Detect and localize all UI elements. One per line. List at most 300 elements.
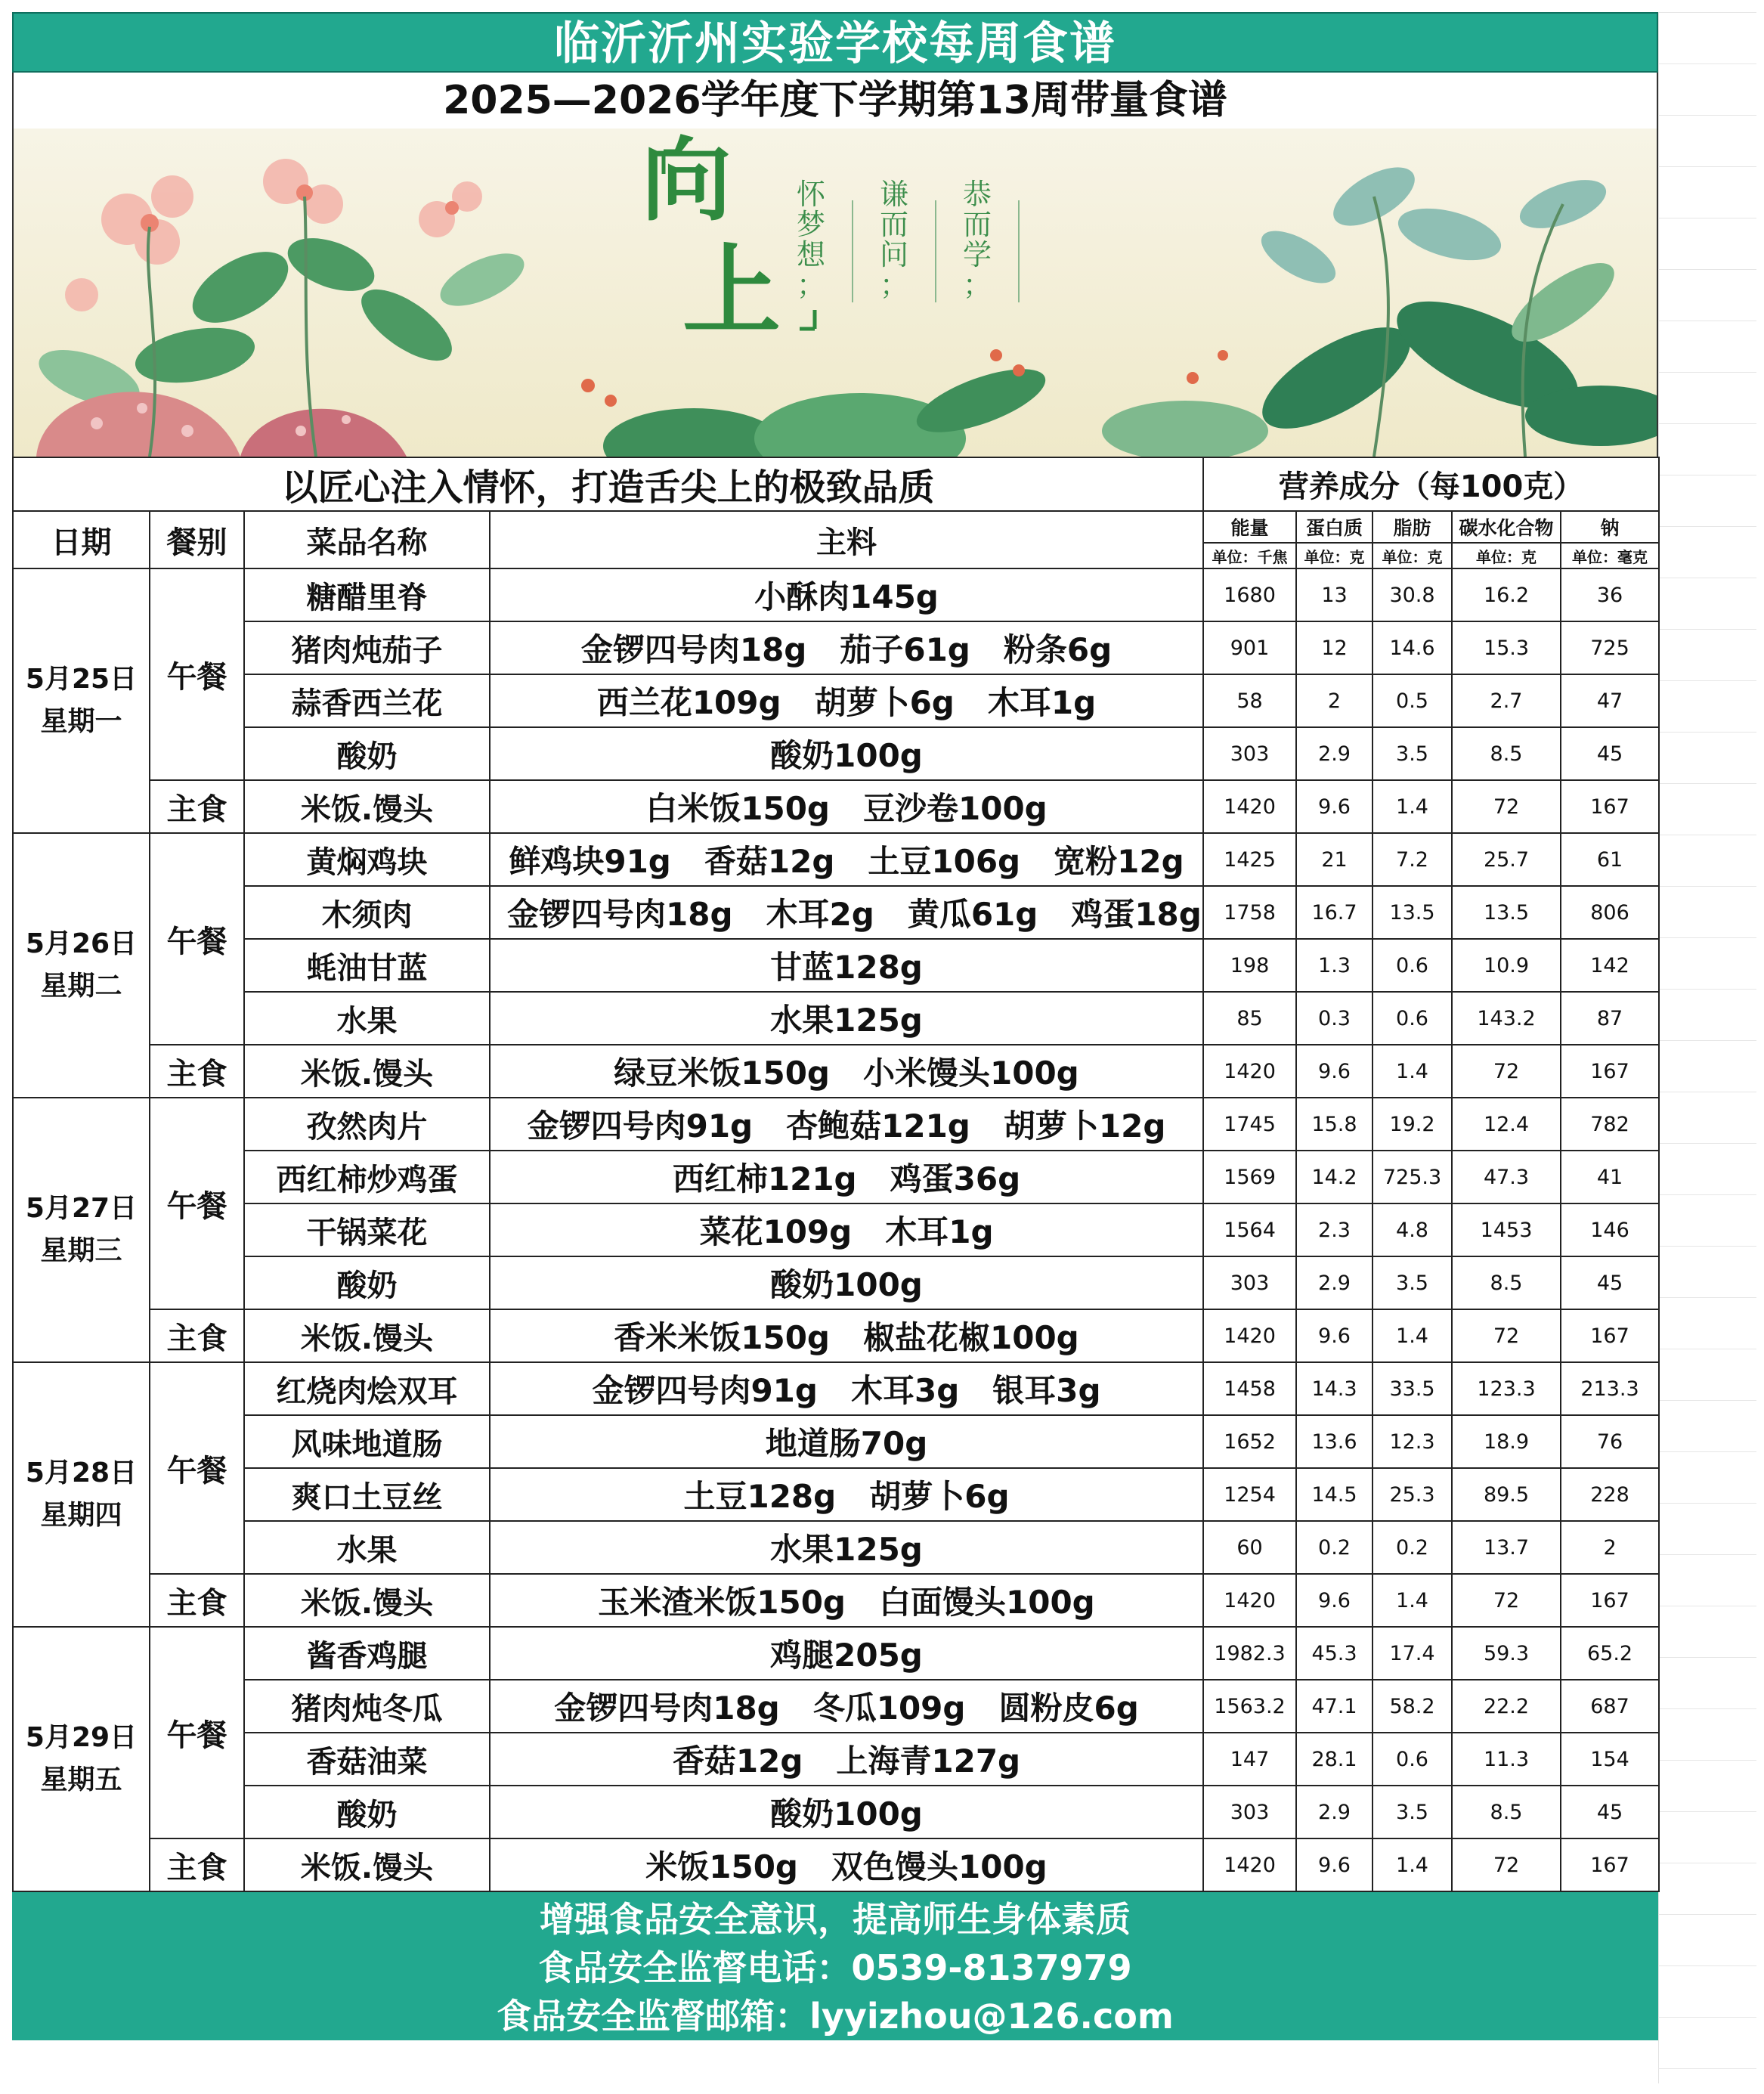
poem-char: 想 bbox=[796, 238, 826, 271]
energy-value: 1420 bbox=[1203, 1838, 1296, 1891]
meal-staple: 主食 bbox=[150, 1838, 244, 1891]
carbs-value: 13.7 bbox=[1452, 1521, 1561, 1574]
energy-value: 1420 bbox=[1203, 780, 1296, 833]
col-ingredients: 主料 bbox=[490, 511, 1203, 568]
spreadsheet-gridlines bbox=[1658, 12, 1756, 2083]
energy-value: 1680 bbox=[1203, 568, 1296, 621]
ingredient: 胡萝卜12g bbox=[1003, 1107, 1166, 1145]
table-row bbox=[13, 833, 1659, 886]
ingredient: 黄瓜61g bbox=[907, 896, 1038, 933]
carbs-value: 72 bbox=[1452, 1045, 1561, 1098]
ingredient: 粉条6g bbox=[1003, 631, 1113, 668]
ingredient: 木耳1g bbox=[885, 1213, 994, 1250]
ingredients-cell bbox=[490, 727, 1203, 780]
day-date-cell bbox=[13, 833, 150, 1098]
ingredient: 胡萝卜6g bbox=[869, 1478, 1010, 1515]
ingredients-cell bbox=[490, 1838, 1203, 1891]
ingredient: 椒盐花椒100g bbox=[863, 1319, 1079, 1356]
dish-name: 水果 bbox=[244, 992, 490, 1045]
poem-char: 谦 bbox=[879, 178, 909, 211]
sodium-value: 154 bbox=[1561, 1733, 1659, 1786]
meal-staple: 主食 bbox=[150, 780, 244, 833]
dish-name: 干锅菜花 bbox=[244, 1203, 490, 1256]
energy-value: 1569 bbox=[1203, 1151, 1296, 1203]
carbs-value: 1453 bbox=[1452, 1203, 1561, 1256]
protein-value: 9.6 bbox=[1296, 1309, 1373, 1362]
banner-illustration bbox=[12, 129, 1658, 457]
table-row bbox=[13, 568, 1659, 621]
fat-value: 14.6 bbox=[1373, 621, 1452, 674]
dish-name: 糖醋里脊 bbox=[244, 568, 490, 621]
carbs-value: 10.9 bbox=[1452, 939, 1561, 992]
ingredients-cell bbox=[490, 1680, 1203, 1733]
energy-value: 1458 bbox=[1203, 1362, 1296, 1415]
table-row bbox=[13, 1203, 1659, 1256]
protein-value: 2 bbox=[1296, 674, 1373, 727]
fat-value: 3.5 bbox=[1373, 1786, 1452, 1838]
carbs-value: 72 bbox=[1452, 1574, 1561, 1627]
ingredient: 酸奶100g bbox=[770, 1795, 923, 1832]
fat-value: 0.6 bbox=[1373, 939, 1452, 992]
ingredient: 上海青127g bbox=[836, 1742, 1021, 1780]
protein-value: 2.9 bbox=[1296, 727, 1373, 780]
fat-value: 13.5 bbox=[1373, 886, 1452, 939]
sodium-value: 36 bbox=[1561, 568, 1659, 621]
unit-fat: 单位：克 bbox=[1373, 543, 1452, 568]
ingredient: 杏鲍菇121g bbox=[786, 1107, 970, 1145]
day-weekday: 星期五 bbox=[40, 1764, 122, 1795]
table-row bbox=[13, 886, 1659, 939]
sodium-value: 61 bbox=[1561, 833, 1659, 886]
menu-table bbox=[12, 457, 1660, 1892]
banner-char-2: 上 bbox=[682, 234, 781, 348]
protein-value: 28.1 bbox=[1296, 1733, 1373, 1786]
day-weekday: 星期四 bbox=[40, 1500, 122, 1531]
ingredient: 西兰花109g bbox=[596, 684, 781, 721]
carbs-value: 72 bbox=[1452, 1838, 1561, 1891]
meal-lunch: 午餐 bbox=[150, 568, 244, 780]
day-weekday: 星期三 bbox=[40, 1235, 122, 1266]
ingredient: 茄子61g bbox=[840, 631, 970, 668]
table-row bbox=[13, 1574, 1659, 1627]
dish-name: 爽口土豆丝 bbox=[244, 1468, 490, 1521]
day-date: 5月26日 bbox=[25, 928, 138, 959]
sodium-value: 806 bbox=[1561, 886, 1659, 939]
plant-illustration bbox=[14, 129, 1657, 457]
ingredient: 宽粉12g bbox=[1054, 843, 1184, 880]
ingredients-cell bbox=[490, 1362, 1203, 1415]
ingredient: 小酥肉145g bbox=[754, 578, 939, 615]
energy-value: 901 bbox=[1203, 621, 1296, 674]
ingredients-cell bbox=[490, 1309, 1203, 1362]
dish-name: 风味地道肠 bbox=[244, 1415, 490, 1468]
sodium-value: 65.2 bbox=[1561, 1627, 1659, 1680]
col-dish: 菜品名称 bbox=[244, 511, 490, 568]
ingredient: 菜花109g bbox=[699, 1213, 853, 1250]
energy-value: 1563.2 bbox=[1203, 1680, 1296, 1733]
dish-name: 米饭.馒头 bbox=[244, 1574, 490, 1627]
carbs-value: 15.3 bbox=[1452, 621, 1561, 674]
dish-name: 酸奶 bbox=[244, 1256, 490, 1309]
table-row bbox=[13, 1151, 1659, 1203]
poem-char: 而 bbox=[879, 208, 909, 241]
meal-lunch: 午餐 bbox=[150, 1362, 244, 1574]
ingredients-cell bbox=[490, 833, 1203, 886]
sodium-value: 167 bbox=[1561, 1045, 1659, 1098]
poem-char: ； bbox=[962, 268, 992, 302]
protein-value: 2.9 bbox=[1296, 1786, 1373, 1838]
day-date-cell bbox=[13, 1098, 150, 1362]
sodium-value: 146 bbox=[1561, 1203, 1659, 1256]
sodium-value: 142 bbox=[1561, 939, 1659, 992]
poem-char: 问 bbox=[879, 238, 909, 271]
day-date: 5月28日 bbox=[25, 1457, 138, 1488]
ingredient: 香菇12g bbox=[704, 843, 835, 880]
page-subtitle: 2025—2026学年度下学期第13周带量食谱 bbox=[12, 73, 1658, 129]
carbs-value: 89.5 bbox=[1452, 1468, 1561, 1521]
fat-value: 25.3 bbox=[1373, 1468, 1452, 1521]
dish-name: 红烧肉烩双耳 bbox=[244, 1362, 490, 1415]
protein-value: 9.6 bbox=[1296, 1574, 1373, 1627]
dish-name: 黄焖鸡块 bbox=[244, 833, 490, 886]
energy-value: 58 bbox=[1203, 674, 1296, 727]
ingredient: 双色馒头100g bbox=[831, 1848, 1048, 1885]
menu-sheet bbox=[12, 12, 1658, 2040]
fat-value: 1.4 bbox=[1373, 1309, 1452, 1362]
energy-value: 1758 bbox=[1203, 886, 1296, 939]
fat-value: 1.4 bbox=[1373, 1838, 1452, 1891]
day-weekday: 星期一 bbox=[40, 706, 122, 737]
col-date: 日期 bbox=[13, 511, 150, 568]
dish-name: 木须肉 bbox=[244, 886, 490, 939]
day-date: 5月27日 bbox=[25, 1193, 138, 1224]
protein-value: 14.3 bbox=[1296, 1362, 1373, 1415]
protein-value: 0.2 bbox=[1296, 1521, 1373, 1574]
fat-value: 0.5 bbox=[1373, 674, 1452, 727]
carbs-value: 25.7 bbox=[1452, 833, 1561, 886]
day-weekday: 星期二 bbox=[40, 971, 122, 1002]
meal-lunch: 午餐 bbox=[150, 1627, 244, 1838]
energy-value: 1420 bbox=[1203, 1574, 1296, 1627]
sodium-value: 45 bbox=[1561, 1786, 1659, 1838]
carbs-value: 16.2 bbox=[1452, 568, 1561, 621]
menu-body bbox=[13, 568, 1659, 1891]
ingredient: 酸奶100g bbox=[770, 737, 923, 774]
ingredient: 木耳3g bbox=[850, 1372, 960, 1409]
fat-value: 3.5 bbox=[1373, 727, 1452, 780]
fat-value: 0.6 bbox=[1373, 1733, 1452, 1786]
ingredient: 土豆106g bbox=[868, 843, 1021, 880]
carbs-value: 47.3 bbox=[1452, 1151, 1561, 1203]
carbs-value: 59.3 bbox=[1452, 1627, 1561, 1680]
dish-name: 香菇油菜 bbox=[244, 1733, 490, 1786]
energy-value: 303 bbox=[1203, 1786, 1296, 1838]
table-row bbox=[13, 1521, 1659, 1574]
table-row bbox=[13, 674, 1659, 727]
ingredient: 甘蓝128g bbox=[770, 949, 923, 986]
ingredients-cell bbox=[490, 780, 1203, 833]
page-title: 临沂沂州实验学校每周食谱 bbox=[12, 12, 1658, 73]
ingredient: 金锣四号肉18g bbox=[507, 896, 733, 933]
sodium-value: 782 bbox=[1561, 1098, 1659, 1151]
table-row bbox=[13, 1680, 1659, 1733]
table-row bbox=[13, 939, 1659, 992]
table-row bbox=[13, 621, 1659, 674]
ingredients-cell bbox=[490, 1415, 1203, 1468]
day-date: 5月29日 bbox=[25, 1722, 138, 1753]
ingredient: 冬瓜109g bbox=[812, 1690, 966, 1727]
carbs-value: 8.5 bbox=[1452, 727, 1561, 780]
ingredient: 香米米饭150g bbox=[614, 1319, 830, 1356]
fat-value: 1.4 bbox=[1373, 780, 1452, 833]
table-row bbox=[13, 727, 1659, 780]
ingredient: 豆沙卷100g bbox=[863, 790, 1048, 827]
energy-value: 85 bbox=[1203, 992, 1296, 1045]
fat-value: 30.8 bbox=[1373, 568, 1452, 621]
ingredient: 绿豆米饭150g bbox=[614, 1055, 830, 1092]
energy-value: 198 bbox=[1203, 939, 1296, 992]
sodium-value: 76 bbox=[1561, 1415, 1659, 1468]
dish-name: 西红柿炒鸡蛋 bbox=[244, 1151, 490, 1203]
energy-value: 1254 bbox=[1203, 1468, 1296, 1521]
protein-value: 47.1 bbox=[1296, 1680, 1373, 1733]
fat-value: 17.4 bbox=[1373, 1627, 1452, 1680]
energy-value: 1420 bbox=[1203, 1309, 1296, 1362]
table-row bbox=[13, 1309, 1659, 1362]
table-row bbox=[13, 1362, 1659, 1415]
poem-char: 学 bbox=[962, 238, 992, 271]
energy-value: 1425 bbox=[1203, 833, 1296, 886]
ingredients-cell bbox=[490, 1098, 1203, 1151]
unit-energy: 单位：千焦 bbox=[1203, 543, 1296, 568]
ingredient: 白米饭150g bbox=[645, 790, 830, 827]
carbs-value: 13.5 bbox=[1452, 886, 1561, 939]
carbs-value: 8.5 bbox=[1452, 1256, 1561, 1309]
banner-char-1: 向 bbox=[641, 129, 732, 234]
ingredient: 金锣四号肉18g bbox=[580, 631, 807, 668]
footer-phone: 食品安全监督电话：0539-8137979 bbox=[538, 1947, 1132, 1988]
meal-lunch: 午餐 bbox=[150, 1098, 244, 1309]
col-energy: 能量 bbox=[1203, 511, 1296, 543]
ingredients-cell bbox=[490, 1574, 1203, 1627]
table-row bbox=[13, 1838, 1659, 1891]
fat-value: 0.6 bbox=[1373, 992, 1452, 1045]
protein-value: 9.6 bbox=[1296, 1838, 1373, 1891]
day-date-cell bbox=[13, 568, 150, 833]
sodium-value: 167 bbox=[1561, 1574, 1659, 1627]
carbs-value: 8.5 bbox=[1452, 1786, 1561, 1838]
ingredients-cell bbox=[490, 1203, 1203, 1256]
poem-char: ； bbox=[879, 268, 909, 302]
carbs-value: 72 bbox=[1452, 780, 1561, 833]
ingredient: 银耳3g bbox=[992, 1372, 1101, 1409]
ingredient: 金锣四号肉91g bbox=[592, 1372, 818, 1409]
nutrition-title: 营养成分（每100克） bbox=[1203, 457, 1659, 511]
dish-name: 酱香鸡腿 bbox=[244, 1627, 490, 1680]
carbs-value: 18.9 bbox=[1452, 1415, 1561, 1468]
carbs-value: 11.3 bbox=[1452, 1733, 1561, 1786]
energy-value: 303 bbox=[1203, 1256, 1296, 1309]
ingredient: 木耳1g bbox=[987, 684, 1097, 721]
energy-value: 1564 bbox=[1203, 1203, 1296, 1256]
dish-name: 蚝油甘蓝 bbox=[244, 939, 490, 992]
fat-value: 1.4 bbox=[1373, 1045, 1452, 1098]
protein-value: 45.3 bbox=[1296, 1627, 1373, 1680]
carbs-value: 72 bbox=[1452, 1309, 1561, 1362]
sodium-value: 2 bbox=[1561, 1521, 1659, 1574]
ingredients-cell bbox=[490, 1045, 1203, 1098]
fat-value: 58.2 bbox=[1373, 1680, 1452, 1733]
col-fat: 脂肪 bbox=[1373, 511, 1452, 543]
fat-value: 7.2 bbox=[1373, 833, 1452, 886]
ingredient: 鸡腿205g bbox=[770, 1637, 923, 1674]
energy-value: 303 bbox=[1203, 727, 1296, 780]
footer-slogan: 增强食品安全意识，提高师生身体素质 bbox=[540, 1899, 1131, 1940]
ingredient: 木耳2g bbox=[766, 896, 874, 933]
fat-value: 12.3 bbox=[1373, 1415, 1452, 1468]
fat-value: 0.2 bbox=[1373, 1521, 1452, 1574]
dish-name: 孜然肉片 bbox=[244, 1098, 490, 1151]
meal-staple: 主食 bbox=[150, 1045, 244, 1098]
energy-value: 1420 bbox=[1203, 1045, 1296, 1098]
energy-value: 147 bbox=[1203, 1733, 1296, 1786]
dish-name: 水果 bbox=[244, 1521, 490, 1574]
day-date-cell bbox=[13, 1362, 150, 1627]
meal-staple: 主食 bbox=[150, 1574, 244, 1627]
protein-value: 14.2 bbox=[1296, 1151, 1373, 1203]
ingredient: 胡萝卜6g bbox=[814, 684, 955, 721]
poem-char: ； bbox=[796, 268, 826, 302]
dish-name: 米饭.馒头 bbox=[244, 780, 490, 833]
ingredients-cell bbox=[490, 568, 1203, 621]
table-row bbox=[13, 1256, 1659, 1309]
ingredient: 金锣四号肉18g bbox=[554, 1690, 780, 1727]
ingredient: 米饭150g bbox=[645, 1848, 798, 1885]
protein-value: 2.3 bbox=[1296, 1203, 1373, 1256]
table-row bbox=[13, 1468, 1659, 1521]
protein-value: 1.3 bbox=[1296, 939, 1373, 992]
fat-value: 3.5 bbox=[1373, 1256, 1452, 1309]
dish-name: 米饭.馒头 bbox=[244, 1045, 490, 1098]
sodium-value: 45 bbox=[1561, 1256, 1659, 1309]
protein-value: 13.6 bbox=[1296, 1415, 1373, 1468]
col-protein: 蛋白质 bbox=[1296, 511, 1373, 543]
carbs-value: 22.2 bbox=[1452, 1680, 1561, 1733]
ingredient: 小米馒头100g bbox=[863, 1055, 1079, 1092]
protein-value: 9.6 bbox=[1296, 780, 1373, 833]
meal-staple: 主食 bbox=[150, 1309, 244, 1362]
ingredient: 玉米渣米饭150g bbox=[598, 1584, 846, 1621]
dish-name: 酸奶 bbox=[244, 727, 490, 780]
footer-email: 食品安全监督邮箱：lyyizhou@126.com bbox=[497, 1996, 1174, 2037]
dish-name: 酸奶 bbox=[244, 1786, 490, 1838]
energy-value: 1982.3 bbox=[1203, 1627, 1296, 1680]
ingredients-cell bbox=[490, 1256, 1203, 1309]
sodium-value: 213.3 bbox=[1561, 1362, 1659, 1415]
protein-value: 15.8 bbox=[1296, 1098, 1373, 1151]
ingredients-cell bbox=[490, 1627, 1203, 1680]
day-date: 5月25日 bbox=[25, 664, 138, 695]
slogan: 以匠心注入情怀，打造舌尖上的极致品质 bbox=[13, 457, 1203, 511]
ingredient: 土豆128g bbox=[683, 1478, 837, 1515]
ingredient: 酸奶100g bbox=[770, 1266, 923, 1303]
ingredients-cell bbox=[490, 674, 1203, 727]
unit-carbs: 单位：克 bbox=[1452, 543, 1561, 568]
poem-char: 怀 bbox=[796, 178, 826, 211]
poem-char: 梦 bbox=[796, 208, 826, 241]
poem-char: 而 bbox=[962, 208, 992, 241]
protein-value: 12 bbox=[1296, 621, 1373, 674]
energy-value: 60 bbox=[1203, 1521, 1296, 1574]
protein-value: 14.5 bbox=[1296, 1468, 1373, 1521]
ingredients-cell bbox=[490, 621, 1203, 674]
protein-value: 9.6 bbox=[1296, 1045, 1373, 1098]
table-row bbox=[13, 1045, 1659, 1098]
carbs-value: 143.2 bbox=[1452, 992, 1561, 1045]
ingredient: 鸡蛋18g bbox=[1071, 896, 1202, 933]
col-carbs: 碳水化合物 bbox=[1452, 511, 1561, 543]
ingredients-cell bbox=[490, 1468, 1203, 1521]
table-row bbox=[13, 1627, 1659, 1680]
ingredient: 水果125g bbox=[770, 1531, 923, 1568]
fat-value: 33.5 bbox=[1373, 1362, 1452, 1415]
sodium-value: 687 bbox=[1561, 1680, 1659, 1733]
sodium-value: 167 bbox=[1561, 780, 1659, 833]
protein-value: 2.9 bbox=[1296, 1256, 1373, 1309]
ingredients-cell bbox=[490, 1733, 1203, 1786]
fat-value: 725.3 bbox=[1373, 1151, 1452, 1203]
protein-value: 16.7 bbox=[1296, 886, 1373, 939]
protein-value: 0.3 bbox=[1296, 992, 1373, 1045]
poem-char: 恭 bbox=[962, 178, 992, 211]
sodium-value: 47 bbox=[1561, 674, 1659, 727]
ingredient: 西红柿121g bbox=[672, 1160, 857, 1197]
ingredient: 圆粉皮6g bbox=[998, 1690, 1139, 1727]
footer bbox=[12, 1892, 1658, 2040]
dish-name: 蒜香西兰花 bbox=[244, 674, 490, 727]
sodium-value: 167 bbox=[1561, 1309, 1659, 1362]
table-row bbox=[13, 992, 1659, 1045]
protein-value: 21 bbox=[1296, 833, 1373, 886]
unit-sodium: 单位：毫克 bbox=[1561, 543, 1659, 568]
ingredient: 地道肠70g bbox=[765, 1425, 928, 1462]
col-sodium: 钠 bbox=[1561, 511, 1659, 543]
table-row bbox=[13, 1098, 1659, 1151]
ingredients-cell bbox=[490, 939, 1203, 992]
meal-lunch: 午餐 bbox=[150, 833, 244, 1045]
sodium-value: 87 bbox=[1561, 992, 1659, 1045]
dish-name: 猪肉炖茄子 bbox=[244, 621, 490, 674]
carbs-value: 123.3 bbox=[1452, 1362, 1561, 1415]
day-date-cell bbox=[13, 1627, 150, 1891]
ingredients-cell bbox=[490, 1521, 1203, 1574]
ingredient: 鲜鸡块91g bbox=[509, 843, 671, 880]
ingredients-cell bbox=[490, 1786, 1203, 1838]
fat-value: 4.8 bbox=[1373, 1203, 1452, 1256]
col-meal: 餐别 bbox=[150, 511, 244, 568]
ingredients-cell bbox=[490, 886, 1203, 939]
sodium-value: 167 bbox=[1561, 1838, 1659, 1891]
fat-value: 19.2 bbox=[1373, 1098, 1452, 1151]
dish-name: 猪肉炖冬瓜 bbox=[244, 1680, 490, 1733]
ingredients-cell bbox=[490, 992, 1203, 1045]
sodium-value: 45 bbox=[1561, 727, 1659, 780]
ingredients-cell bbox=[490, 1151, 1203, 1203]
sodium-value: 228 bbox=[1561, 1468, 1659, 1521]
unit-protein: 单位：克 bbox=[1296, 543, 1373, 568]
ingredient: 白面馒头100g bbox=[879, 1584, 1095, 1621]
ingredient: 水果125g bbox=[770, 1002, 923, 1039]
